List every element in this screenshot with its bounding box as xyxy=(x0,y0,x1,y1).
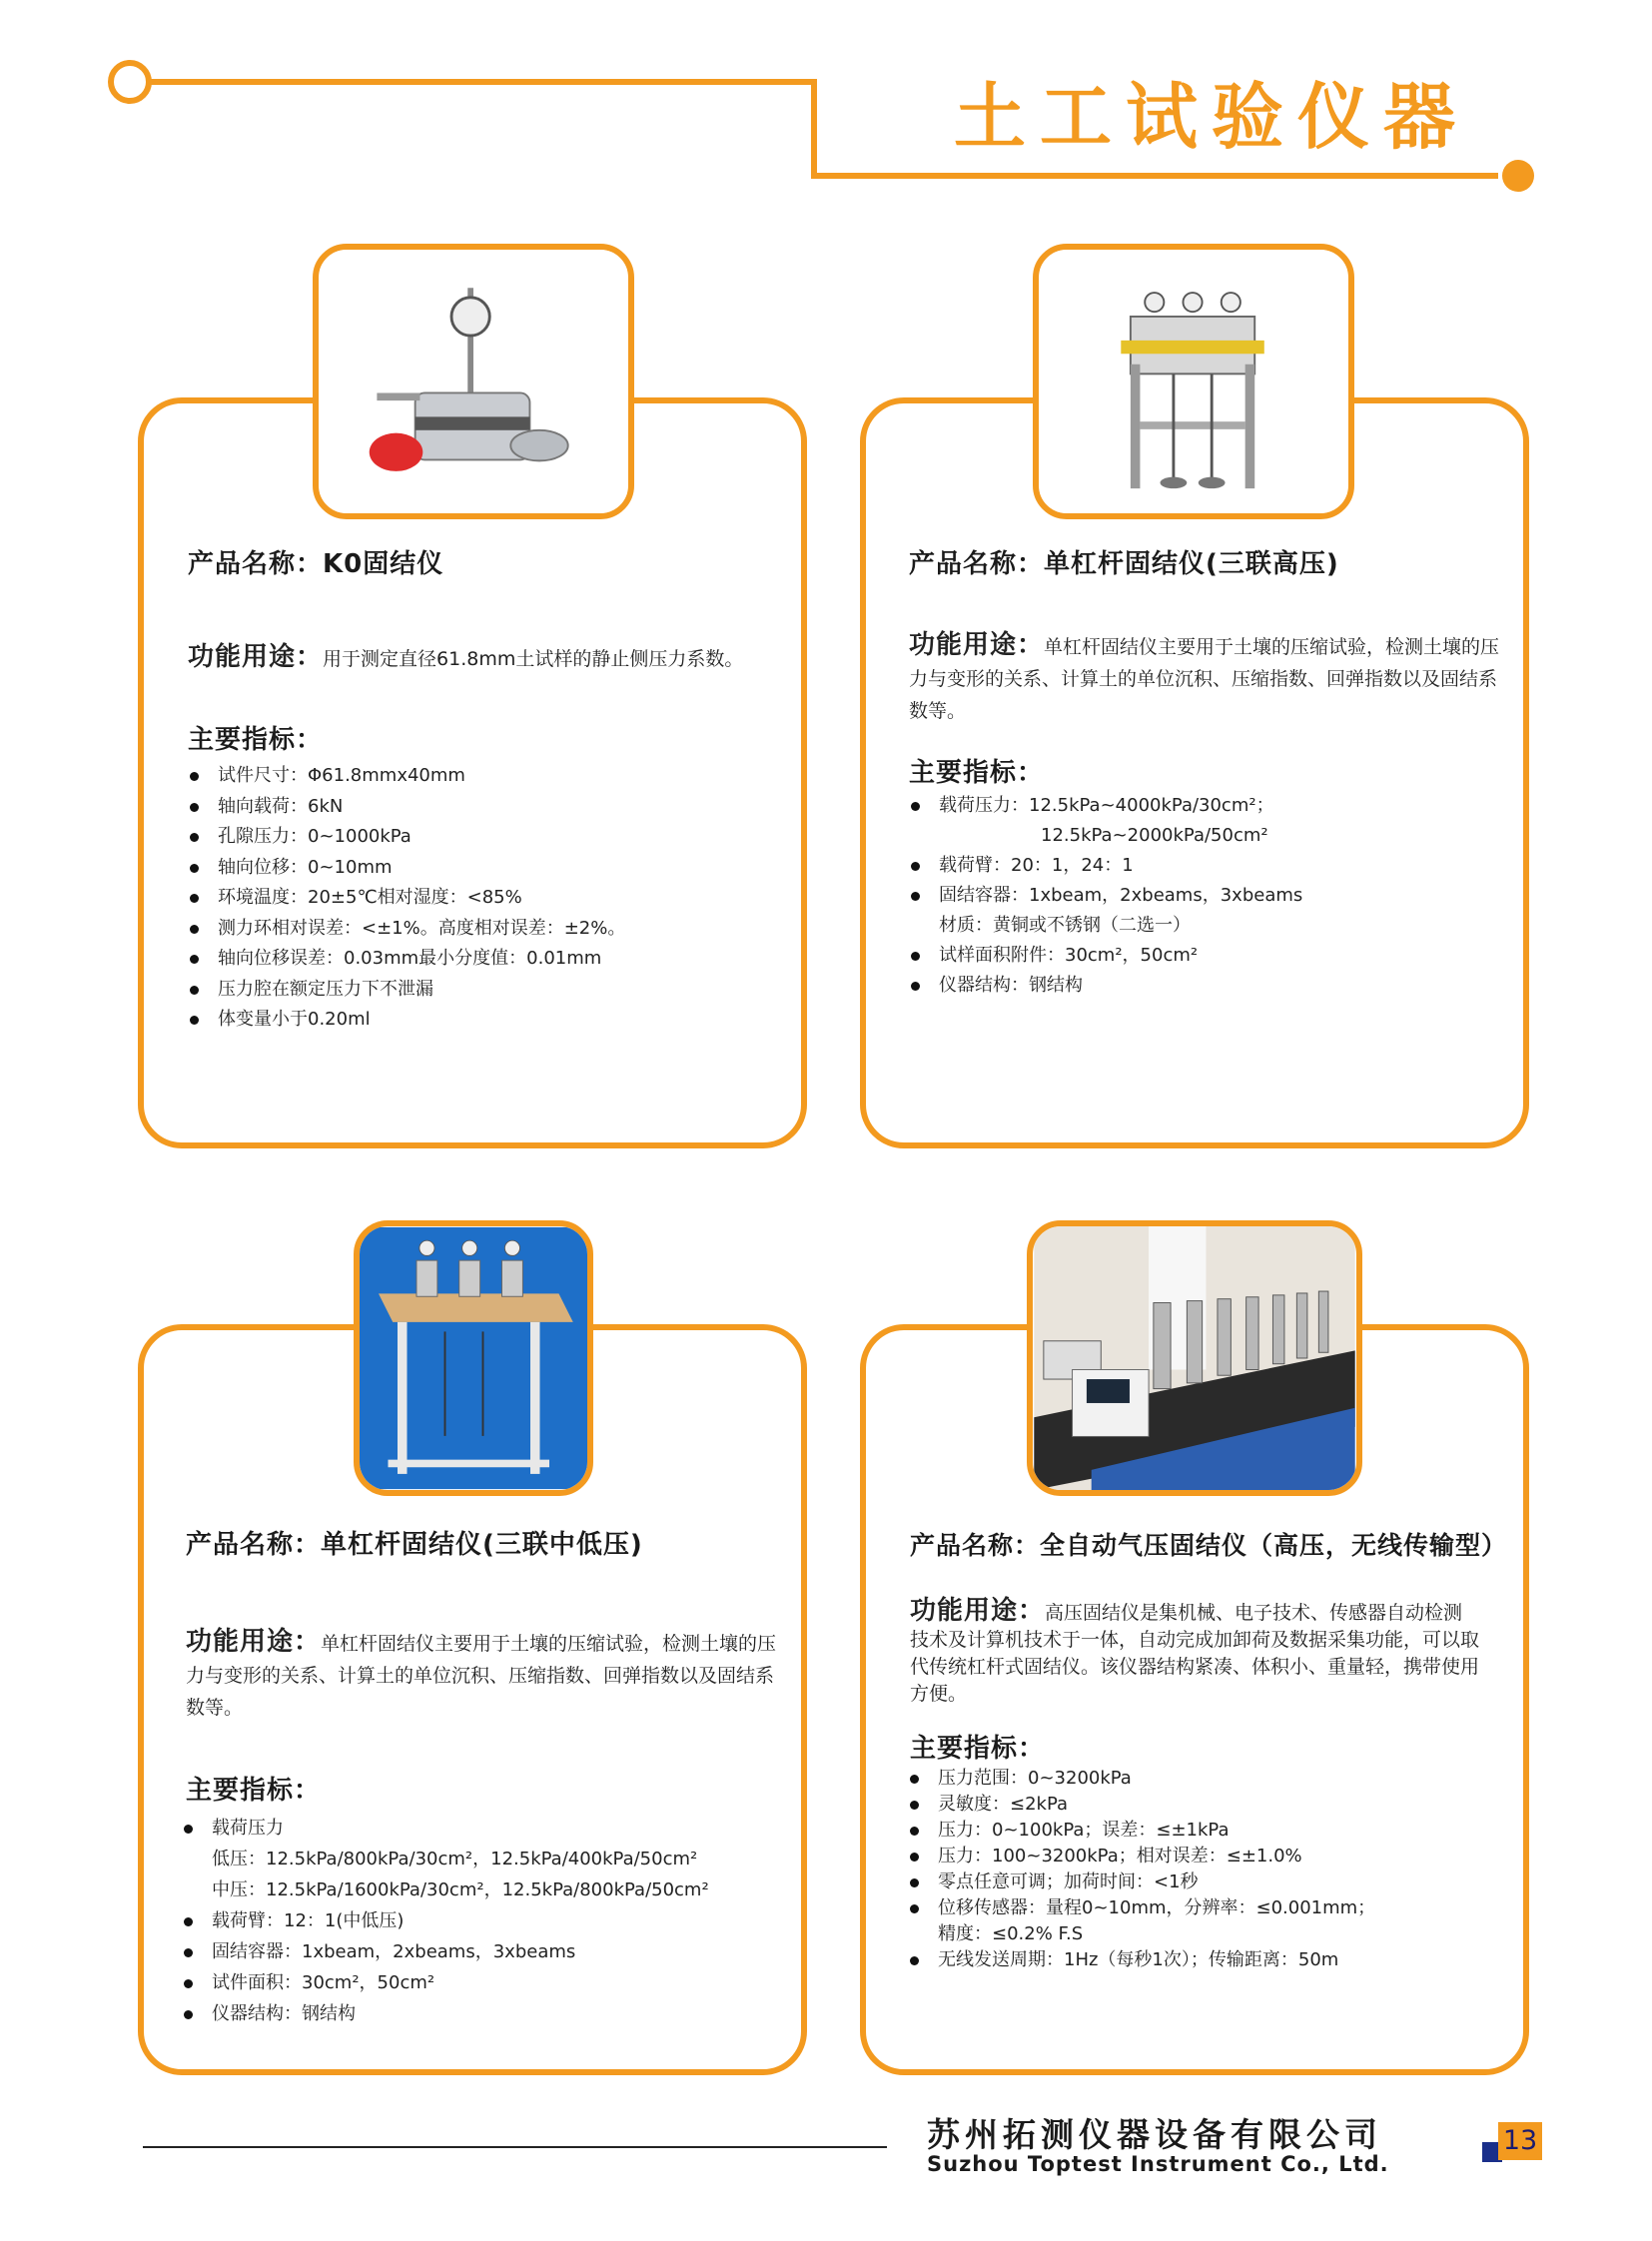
product-photo-triple-medium-low xyxy=(354,1220,593,1496)
header-ring-icon xyxy=(111,63,149,101)
product-photo-k0 xyxy=(313,244,634,519)
product-usage-triple-high xyxy=(909,629,1500,727)
usage-label: 功能用途： xyxy=(186,1627,322,1657)
list-item: 压力：100~3200kPa；相对误差：≤±1.0% xyxy=(908,1844,1375,1869)
list-item: 压力腔在额定压力下不泄漏 xyxy=(188,975,625,1006)
spec-heading-k0: 主要指标： xyxy=(188,725,324,755)
product-usage-automatic xyxy=(910,1598,1479,1708)
list-item: 精度：≤0.2% F.S xyxy=(938,1923,1084,1944)
list-item: 孔隙压力：0~1000kPa xyxy=(188,822,625,853)
list-item: 固结容器：1xbeam，2xbeams，3xbeams xyxy=(909,881,1302,911)
product-name-triple-medium-low: 产品名称：单杠杆固结仪(三联中低压) xyxy=(186,1530,643,1560)
product-photo-automatic xyxy=(1027,1220,1362,1496)
spec-list-k0 xyxy=(188,761,625,1036)
list-item: 轴向位移：0~10mm xyxy=(188,853,625,884)
list-item: 12.5kPa~2000kPa/50cm² xyxy=(1041,825,1268,846)
triple-medium-low-pressure-consolidometer-photo-icon xyxy=(360,1226,587,1490)
list-item: 低压：12.5kPa/800kPa/30cm²，12.5kPa/400kPa/50cm² xyxy=(212,1849,698,1869)
list-item: 压力：0~100kPa；误差：≤±1kPa xyxy=(908,1818,1375,1844)
list-item: 体变量小于0.20ml xyxy=(188,1005,625,1036)
spec-heading-triple-high: 主要指标： xyxy=(909,758,1045,788)
header-dot-icon xyxy=(1502,160,1534,192)
list-item: 轴向载荷：6kN xyxy=(188,792,625,823)
list-item: 测力环相对误差：<±1%。高度相对误差：±2%。 xyxy=(188,914,625,945)
list-item: 无线发送周期：1Hz（每秒1次）；传输距离：50m xyxy=(908,1947,1375,1973)
usage-text: 用于测定直径61.8mm土试样的静止侧压力系数。 xyxy=(323,648,744,670)
triple-high-pressure-consolidometer-photo-icon xyxy=(1039,250,1348,513)
usage-label: 功能用途： xyxy=(909,630,1045,660)
list-item: 载荷臂：20：1，24：1 xyxy=(909,851,1302,881)
list-item: 灵敏度：≤2kPa xyxy=(908,1792,1375,1818)
spec-list-triple-medium-low xyxy=(182,1813,709,2029)
list-item: 轴向位移误差：0.03mm最小分度值：0.01mm xyxy=(188,944,625,975)
product-usage-k0 xyxy=(188,641,787,675)
page-number: 13 xyxy=(1498,2122,1542,2160)
usage-text: 高压固结仪是集机械、电子技术、传感器自动检测技术及计算机技术于一体，自动完成加卸荷及数据采集功能，可以取代传统杠杆式固结仪。该仪器结构紧凑、体积小、重量轻，携带使用方便。 xyxy=(910,1602,1480,1705)
list-item: 试件面积：30cm²，50cm² xyxy=(182,1967,709,1998)
k0-consolidometer-photo-icon xyxy=(319,250,628,513)
spec-list-triple-high xyxy=(909,791,1302,1001)
usage-text: 单杠杆固结仪主要用于土壤的压缩试验，检测土壤的压力与变形的关系、计算土的单位沉积、压缩指数、回弹指数以及固结系数等。 xyxy=(909,636,1500,722)
list-item: 试件尺寸：Φ61.8mmx40mm xyxy=(188,761,625,792)
list-item: 压力范围：0~3200kPa xyxy=(908,1766,1375,1792)
list-item: 仪器结构：钢结构 xyxy=(909,971,1302,1001)
list-item: 仪器结构：钢结构 xyxy=(182,1998,709,2029)
spec-heading-triple-medium-low: 主要指标： xyxy=(186,1776,322,1806)
spec-list-automatic xyxy=(908,1766,1375,1973)
usage-label: 功能用途： xyxy=(188,642,324,672)
list-item: 中压：12.5kPa/1600kPa/30cm²，12.5kPa/800kPa/50cm² xyxy=(212,1879,709,1900)
list-item: 载荷压力：12.5kPa~4000kPa/30cm²； xyxy=(909,791,1302,821)
company-name-cn: 苏州拓测仪器设备有限公司 xyxy=(927,2115,1382,2154)
usage-text: 单杠杆固结仪主要用于土壤的压缩试验，检测土壤的压力与变形的关系、计算土的单位沉积、压缩指数、回弹指数以及固结系数等。 xyxy=(186,1633,777,1719)
automatic-pneumatic-consolidometer-photo-icon xyxy=(1033,1226,1356,1490)
list-item: 材质：黄铜或不锈钢（二选一） xyxy=(939,915,1191,936)
page-title: 土工试验仪器 xyxy=(954,75,1470,159)
list-item: 载荷压力 xyxy=(182,1813,709,1844)
list-item: 试样面积附件：30cm²，50cm² xyxy=(909,941,1302,971)
product-photo-triple-high xyxy=(1033,244,1354,519)
list-item: 位移传感器：量程0~10mm，分辨率：≤0.001mm； xyxy=(908,1895,1375,1921)
list-item: 环境温度：20±5℃相对湿度：<85% xyxy=(188,883,625,914)
product-name-k0: 产品名称：K0固结仪 xyxy=(188,549,444,579)
product-name-automatic: 产品名称：全自动气压固结仪（高压，无线传输型） xyxy=(910,1531,1508,1560)
product-name-triple-high: 产品名称：单杠杆固结仪(三联高压) xyxy=(909,549,1339,579)
spec-heading-automatic: 主要指标： xyxy=(910,1734,1046,1764)
product-usage-triple-medium-low xyxy=(186,1626,785,1724)
company-name-en: Suzhou Toptest Instrument Co., Ltd. xyxy=(927,2152,1389,2176)
list-item: 零点任意可调；加荷时间：<1秒 xyxy=(908,1869,1375,1895)
usage-label: 功能用途： xyxy=(910,1596,1046,1626)
list-item: 载荷臂：12：1(中低压) xyxy=(182,1905,709,1936)
list-item: 固结容器：1xbeam，2xbeams，3xbeams xyxy=(182,1936,709,1967)
